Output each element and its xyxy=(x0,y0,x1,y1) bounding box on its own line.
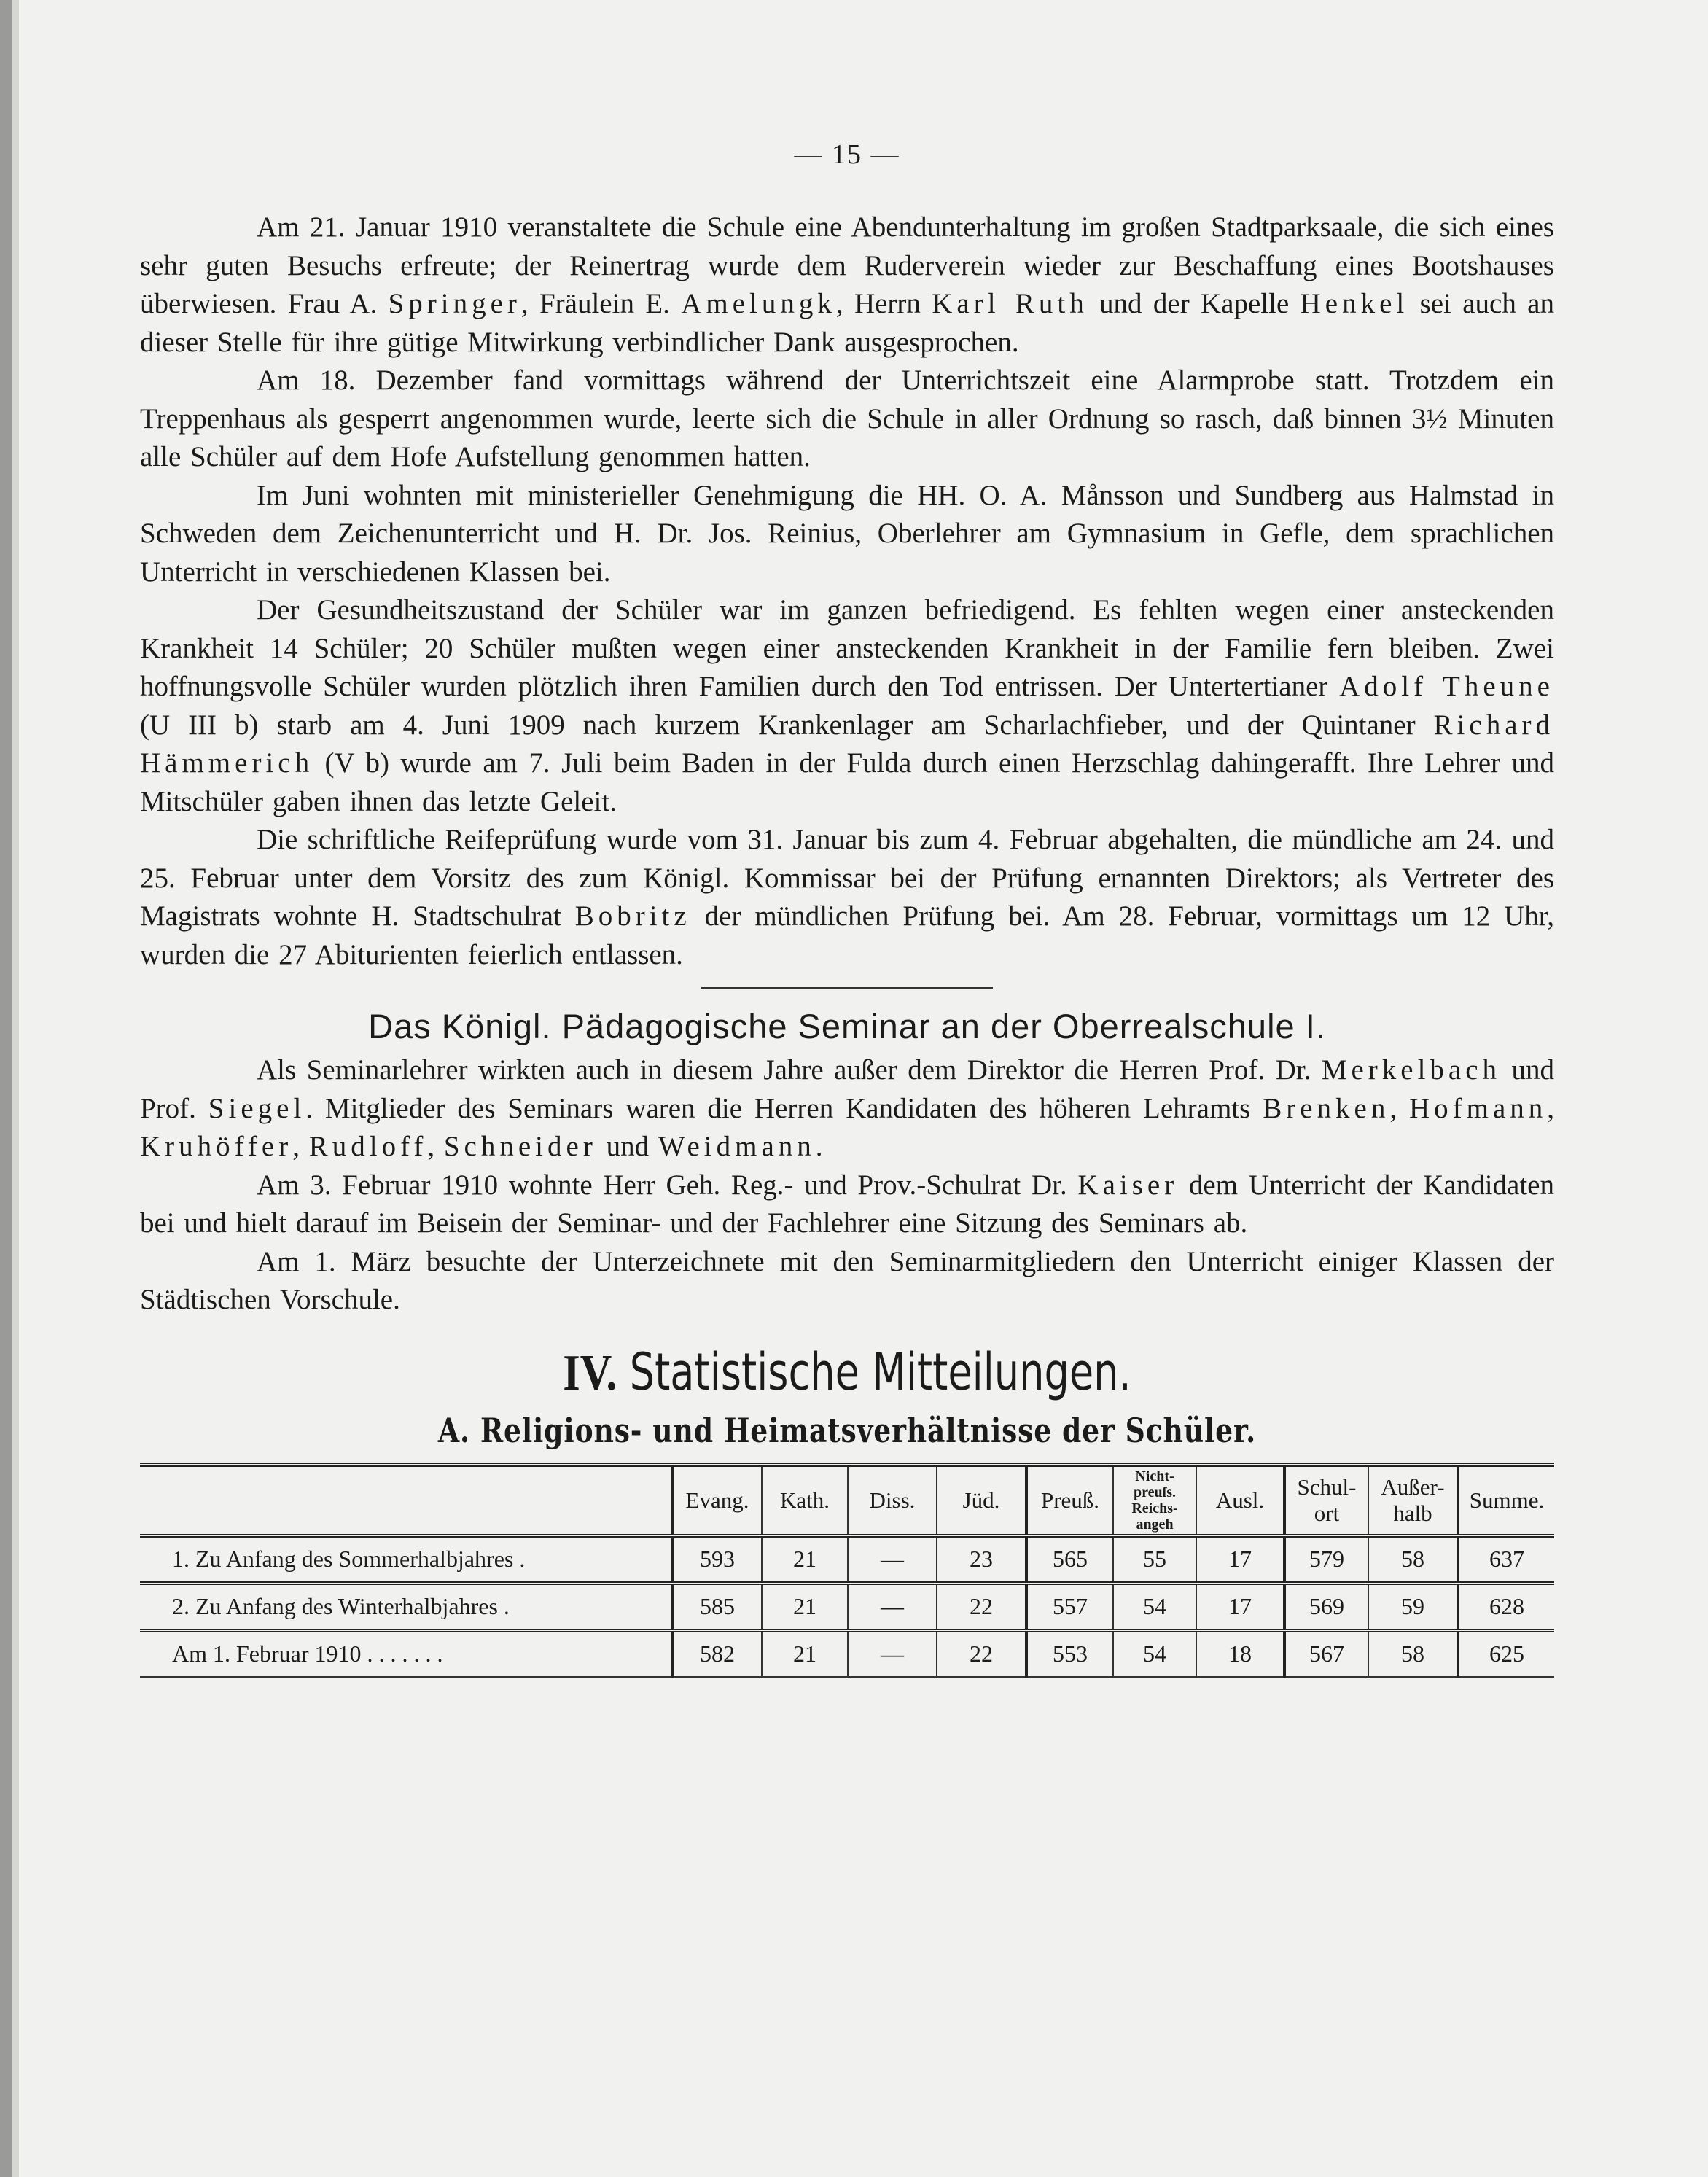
name-henkel: Henkel xyxy=(1300,288,1409,319)
cell: 557 xyxy=(1026,1583,1113,1630)
cell: 55 xyxy=(1113,1535,1196,1583)
name-kaiser: Kaiser xyxy=(1077,1169,1179,1201)
book-spine-edge xyxy=(12,0,19,2177)
cell: 54 xyxy=(1113,1583,1196,1630)
col-header: Jüd. xyxy=(937,1465,1026,1536)
page-number: — 15 — xyxy=(794,139,900,170)
text-run: (U III b) starb am 4. Juni 1909 nach kurzem Krankenlager am Scharlachfieber, und der Quintaner xyxy=(140,709,1434,741)
section-number: IV. xyxy=(563,1344,617,1401)
name-karl-ruth: Karl Ruth xyxy=(932,288,1088,319)
paragraph-visit-vorschule xyxy=(140,1243,1554,1320)
text-run: Am 3. Februar 1910 wohnte Herr Geh. Reg.- und Prov.-Schulrat Dr. xyxy=(257,1169,1078,1201)
col-header: Summe. xyxy=(1458,1465,1554,1536)
cell: — xyxy=(848,1583,937,1630)
text-run: dem Unterricht der Kandidaten bei und hielt darauf im Beisein der Seminar- und der Fachlehrer eine Sitzung des Seminars ab. xyxy=(140,1169,1554,1239)
cell: 23 xyxy=(937,1535,1026,1583)
row-label: Am 1. Februar 1910 . . . . . . . xyxy=(140,1630,672,1677)
cell: 21 xyxy=(762,1630,848,1677)
text-run: , xyxy=(292,1131,309,1162)
name-hofmann: Hofmann xyxy=(1408,1092,1548,1124)
text-run: und der Kapelle xyxy=(1088,288,1301,319)
col-header: Außer-halb xyxy=(1368,1465,1458,1536)
cell: 59 xyxy=(1368,1583,1458,1630)
col-header: Kath. xyxy=(762,1465,848,1536)
cell: 569 xyxy=(1284,1583,1368,1630)
statistics-table xyxy=(140,1463,1554,1678)
cell: 637 xyxy=(1458,1535,1554,1583)
cell: 21 xyxy=(762,1535,848,1583)
name-adolf-theune: Adolf Theune xyxy=(1339,671,1554,702)
text-run: Am 18. Dezember fand vormittags während der Unterrichtszeit eine Alarmprobe statt. Trotzdem ein Treppenhaus als gesperrt angenommen wurde, leerte sich die Schule in aller Ordnung so rasch, daß binnen 3½ Minuten alle Schüler auf dem Hofe Aufstellung genommen hatten. xyxy=(140,365,1554,472)
paragraph-health xyxy=(140,591,1554,821)
book-spine-shadow xyxy=(0,0,12,2177)
cell: 579 xyxy=(1284,1535,1368,1583)
name-amelungk: Amelungk xyxy=(681,288,836,319)
seminar-text xyxy=(140,1051,1554,1320)
text-run: Am 1. März besuchte der Unterzeichnete mit den Seminarmitgliedern den Unterricht einiger Klassen der Städtischen Vorschule. xyxy=(140,1245,1554,1315)
section-subtitle: A. Religions- und Heimatsverhältnisse der Schüler. xyxy=(437,1410,1257,1450)
cell: 567 xyxy=(1284,1630,1368,1677)
cell: 553 xyxy=(1026,1630,1113,1677)
cell: 593 xyxy=(672,1535,762,1583)
col-header: Ausl. xyxy=(1196,1465,1284,1536)
cell: 628 xyxy=(1458,1583,1554,1630)
text-run: , Herrn xyxy=(835,288,932,319)
section-title: Statistische Mitteilungen. xyxy=(629,1341,1131,1402)
paragraph-exams xyxy=(140,821,1554,974)
name-schneider: Schneider xyxy=(443,1131,597,1162)
name-brenken: Brenken xyxy=(1263,1092,1390,1124)
cell: — xyxy=(848,1535,937,1583)
cell: 17 xyxy=(1196,1535,1284,1583)
body-text xyxy=(140,209,1554,974)
text-run: , xyxy=(1389,1092,1409,1124)
paragraph-inspection xyxy=(140,1167,1554,1243)
paragraph-fire-drill xyxy=(140,362,1554,477)
table-header-row xyxy=(140,1465,1554,1536)
text-run: Als Seminarlehrer wirkten auch in diesem Jahre außer dem Direktor die Herren Prof. Dr. xyxy=(257,1054,1322,1086)
col-header: Preuß. xyxy=(1026,1465,1113,1536)
row-label: 1. Zu Anfang des Sommerhalbjahres . xyxy=(140,1535,672,1583)
seminar-heading: Das Königl. Pädagogische Seminar an der Oberrealschule I. xyxy=(368,1007,1326,1045)
section-divider xyxy=(701,987,993,989)
table-row xyxy=(140,1583,1554,1630)
text-run: sei auch an dieser Stelle für ihre gütige Mitwirkung verbindlicher Dank ausgesprochen. xyxy=(140,288,1554,358)
paragraph-evening-event xyxy=(140,209,1554,362)
name-bobritz: Bobritz xyxy=(574,900,691,932)
name-richard-haemmerich: Richard Hämmerich xyxy=(140,709,1554,779)
cell: 585 xyxy=(672,1583,762,1630)
cell: 54 xyxy=(1113,1630,1196,1677)
cell: 565 xyxy=(1026,1535,1113,1583)
text-run: Die schriftliche Reifeprüfung wurde vom 31. Januar bis zum 4. Februar abgehalten, die mündliche am 24. und 25. Februar unter dem Vorsitz des zum Königl. Kommissar bei der Prüfung ernannten Direktors; als Vertreter des Magistrats wohnte H. Stadtschulrat xyxy=(140,824,1554,932)
text-run: und Prof. xyxy=(140,1054,1555,1124)
name-springer: Springer xyxy=(388,288,521,319)
text-run: , xyxy=(427,1131,444,1162)
text-run: der mündlichen Prüfung bei. Am 28. Februar, vormittags um 12 Uhr, wurden die 27 Abiturienten feierlich entlassen. xyxy=(140,900,1554,970)
cell: 21 xyxy=(762,1583,848,1630)
cell: — xyxy=(848,1630,937,1677)
text-run: , xyxy=(1547,1092,1555,1124)
name-siegel: Siegel xyxy=(208,1092,306,1124)
col-header: Nicht-preuſs. Reichs-angeh xyxy=(1113,1465,1196,1536)
name-merkelbach: Merkelbach xyxy=(1321,1054,1502,1086)
col-header: Diss. xyxy=(848,1465,937,1536)
text-run: Im Juni wohnten mit ministerieller Genehmigung die HH. O. A. Månsson und Sundberg aus Halmstad in Schweden dem Zeichenunterricht und H. Dr. Jos. Reinius, Oberlehrer am Gymnasium in Gefle, dem sprachlichen Unterricht in verschiedenen Klassen bei. xyxy=(140,479,1554,588)
cell: 582 xyxy=(672,1630,762,1677)
cell: 58 xyxy=(1368,1535,1458,1583)
text-run: . Mitglieder des Seminars waren die Herren Kandidaten des höheren Lehramts xyxy=(305,1092,1263,1124)
col-header: Schul-ort xyxy=(1284,1465,1368,1536)
text-run: , Fräulein E. xyxy=(520,288,682,319)
text-run: Am 21. Januar 1910 veranstaltete die Schule eine Abendunterhaltung im großen Stadtparksaale, die sich eines sehr guten Besuchs erfreute; der Reinertrag wurde dem Ruderverein wieder zur Beschaffung eines Bootshauses überwiesen. Frau A. xyxy=(140,211,1554,319)
cell: 58 xyxy=(1368,1630,1458,1677)
text-run: Der Gesundheitszustand der Schüler war im ganzen befriedigend. Es fehlten wegen einer ansteckenden Krankheit 14 Schüler; 20 Schüler mußten wegen einer ansteckenden Krankheit in der Familie fern bleiben. Zwei hoffnungsvolle Schüler wurden plötzlich ihren Familien durch den Tod entrissen. Der Untertertianer xyxy=(140,594,1554,702)
row-label: 2. Zu Anfang des Winterhalbjahres . xyxy=(140,1583,672,1630)
paragraph-seminar-members xyxy=(140,1051,1554,1167)
name-rudloff: Rudloff xyxy=(308,1131,428,1162)
paragraph-visitors xyxy=(140,477,1554,592)
name-kruhoeffer: Kruhöffer xyxy=(140,1131,293,1162)
name-weidmann: Weidmann xyxy=(658,1131,816,1162)
cell: 18 xyxy=(1196,1630,1284,1677)
document-page xyxy=(140,139,1554,1678)
cell: 22 xyxy=(937,1583,1026,1630)
cell: 625 xyxy=(1458,1630,1554,1677)
text-run: und xyxy=(596,1131,658,1162)
text-run: (V b) wurde am 7. Juli beim Baden in der Fulda durch einen Herzschlag dahingerafft. Ihre Lehrer und Mitschüler gaben ihnen das letzte Geleit. xyxy=(140,747,1554,817)
table-row xyxy=(140,1630,1554,1677)
cell: 17 xyxy=(1196,1583,1284,1630)
section-heading xyxy=(239,1341,1455,1404)
text-run: . xyxy=(815,1131,823,1162)
table-row xyxy=(140,1535,1554,1583)
col-header: Evang. xyxy=(672,1465,762,1536)
row-label-header xyxy=(140,1465,672,1536)
cell: 22 xyxy=(937,1630,1026,1677)
